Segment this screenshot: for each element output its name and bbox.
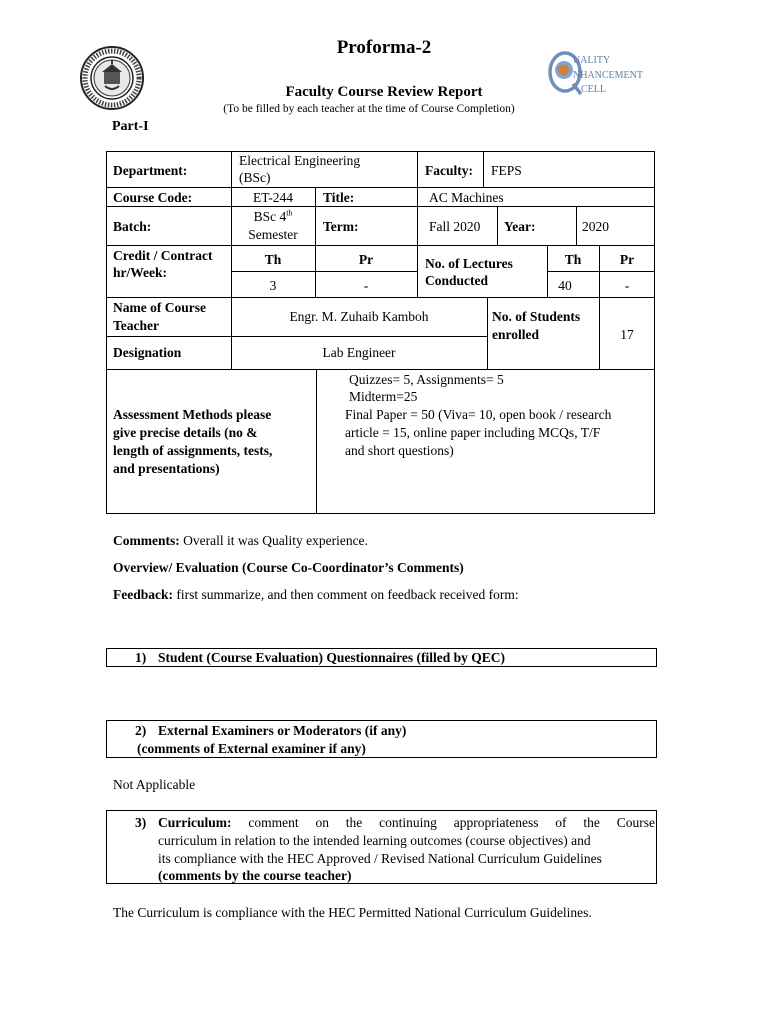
col-divider bbox=[576, 206, 577, 245]
students-label-line1: No. of Students bbox=[492, 309, 581, 324]
batch-label: Batch: bbox=[113, 219, 152, 234]
section3-line3: its compliance with the HEC Approved / Revised National Curriculum Guidelines bbox=[158, 851, 602, 866]
assessment-value-line4: article = 15, online paper including MCQs, T/F bbox=[345, 425, 601, 440]
row-divider bbox=[106, 187, 655, 188]
department-value-line1: Electrical Engineering bbox=[239, 153, 361, 168]
feedback-label: Feedback: bbox=[113, 587, 173, 602]
feedback-value: first summarize, and then comment on feedback received form: bbox=[173, 587, 519, 602]
title-label: Title: bbox=[323, 190, 355, 205]
students-value: 17 bbox=[620, 327, 634, 342]
col-divider bbox=[483, 151, 484, 187]
department-value-line2: (BSc) bbox=[239, 170, 271, 185]
section1-box bbox=[106, 648, 657, 667]
term-value: Fall 2020 bbox=[429, 219, 481, 234]
section2-number: 2) bbox=[135, 723, 147, 738]
col-divider bbox=[487, 297, 488, 369]
section3-box bbox=[106, 810, 657, 884]
teacher-label-line1: Name of Course bbox=[113, 300, 206, 315]
overview-heading: Overview/ Evaluation (Course Co-Coordinator’s Comments) bbox=[113, 560, 464, 575]
assessment-label-line4: and presentations) bbox=[113, 461, 220, 476]
assessment-label-line1: Assessment Methods please bbox=[113, 407, 272, 422]
credit-th-value: 3 bbox=[269, 278, 277, 293]
section3-answer: The Curriculum is compliance with the HEC Permitted National Curriculum Guidelines. bbox=[113, 905, 592, 920]
lectures-th-header: Th bbox=[564, 252, 582, 267]
assessment-label-line2: give precise details (no & bbox=[113, 425, 258, 440]
title-value: AC Machines bbox=[429, 190, 504, 205]
col-divider bbox=[315, 187, 316, 245]
credit-label-line2: hr/Week: bbox=[113, 265, 167, 280]
section2-text-line2: (comments of External examiner if any) bbox=[137, 741, 366, 756]
term-label: Term: bbox=[323, 219, 359, 234]
course-code-label: Course Code: bbox=[113, 190, 193, 205]
col-divider bbox=[497, 206, 498, 245]
section3-number: 3) bbox=[135, 815, 147, 830]
row-divider bbox=[106, 206, 655, 207]
section3-line4: (comments by the course teacher) bbox=[158, 868, 352, 883]
col-divider bbox=[316, 369, 317, 514]
lectures-pr-header: Pr bbox=[619, 252, 635, 267]
year-value: 2020 bbox=[582, 219, 609, 234]
section1-number: 1) bbox=[135, 650, 147, 665]
lectures-label-line2: Conducted bbox=[425, 273, 489, 288]
section3-label: Curriculum: bbox=[158, 815, 232, 830]
credit-pr-header: Pr bbox=[358, 252, 374, 267]
faculty-label: Faculty: bbox=[425, 163, 473, 178]
lectures-label-line1: No. of Lectures bbox=[425, 256, 513, 271]
proforma-title: Proforma-2 bbox=[336, 37, 432, 58]
comments-value: Overall it was Quality experience. bbox=[179, 533, 368, 548]
credit-pr-value: - bbox=[363, 278, 369, 293]
batch-value-line1: BSc 4th bbox=[253, 208, 293, 224]
assessment-value-line3: Final Paper = 50 (Viva= 10, open book / research bbox=[345, 407, 612, 422]
faculty-value: FEPS bbox=[491, 163, 522, 178]
row-divider bbox=[106, 369, 655, 370]
qec-logo-line2: NHANCEMENT bbox=[573, 70, 643, 81]
designation-value: Lab Engineer bbox=[322, 345, 396, 360]
section2-box bbox=[106, 720, 657, 758]
designation-label: Designation bbox=[113, 345, 182, 360]
row-divider bbox=[547, 271, 655, 272]
section3-line1 bbox=[158, 814, 655, 831]
section1-text: Student (Course Evaluation) Questionnaires (filled by QEC) bbox=[158, 650, 506, 665]
row-divider bbox=[106, 297, 655, 298]
teacher-label-line2: Teacher bbox=[113, 318, 159, 333]
teacher-value: Engr. M. Zuhaib Kamboh bbox=[289, 309, 429, 324]
report-title: Faculty Course Review Report bbox=[285, 84, 483, 100]
section2-answer: Not Applicable bbox=[113, 777, 196, 792]
section2-text: External Examiners or Moderators (if any) bbox=[158, 723, 407, 738]
section3-line1-text: comment on the continuing appropriateness of the Course bbox=[231, 815, 655, 830]
comments-line bbox=[113, 532, 368, 549]
year-label: Year: bbox=[504, 219, 536, 234]
row-divider bbox=[231, 271, 417, 272]
comments-label: Comments: bbox=[113, 533, 180, 548]
assessment-value-line5: and short questions) bbox=[345, 443, 454, 458]
lectures-pr-value: - bbox=[624, 278, 630, 293]
course-code-value: ET-244 bbox=[253, 190, 293, 205]
batch-value-line2: Semester bbox=[248, 227, 298, 242]
qec-logo-line3: CELL bbox=[581, 84, 606, 95]
assessment-label-line3: length of assignments, tests, bbox=[113, 443, 273, 458]
col-divider bbox=[417, 151, 418, 297]
students-label-line2: enrolled bbox=[492, 327, 539, 342]
assessment-value-line1: Quizzes= 5, Assignments= 5 bbox=[349, 372, 504, 387]
feedback-line bbox=[113, 586, 519, 603]
credit-label-line1: Credit / Contract bbox=[113, 248, 213, 263]
row-divider bbox=[106, 245, 655, 246]
section3-line2: curriculum in relation to the intended learning outcomes (course objectives) and bbox=[158, 833, 591, 848]
lectures-th-value: 40 bbox=[558, 278, 572, 293]
row-divider bbox=[106, 336, 487, 337]
qec-logo-line1: UALITY bbox=[573, 55, 611, 66]
part-label: Part-I bbox=[112, 119, 149, 134]
assessment-value-line2: Midterm=25 bbox=[349, 389, 418, 404]
department-label: Department: bbox=[113, 163, 188, 178]
credit-th-header: Th bbox=[264, 252, 282, 267]
report-subtitle: (To be filled by each teacher at the time of Course Completion) bbox=[223, 103, 515, 115]
